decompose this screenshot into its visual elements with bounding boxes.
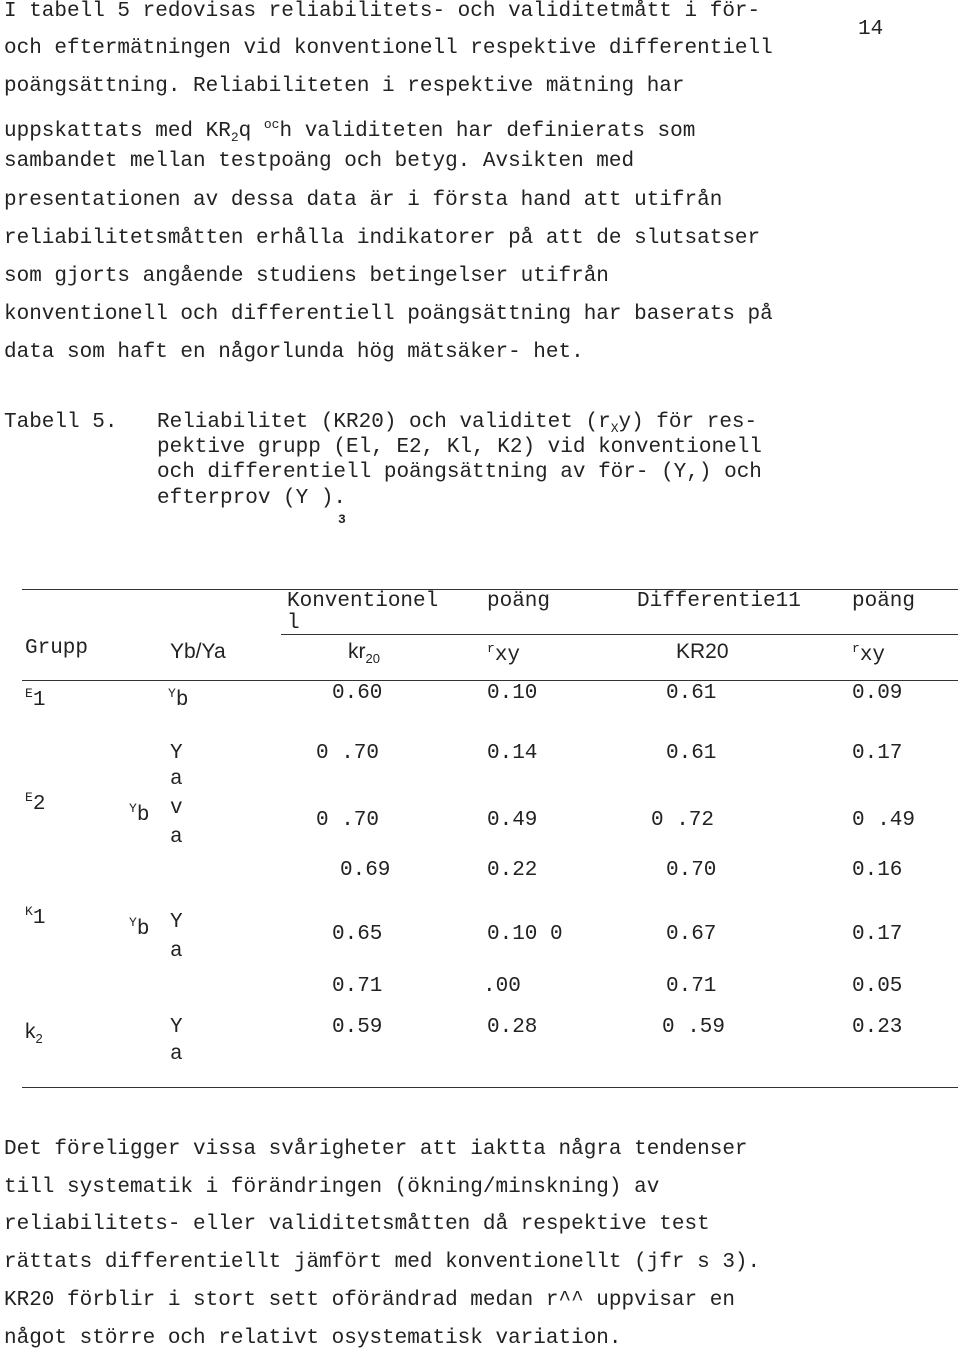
table-head-rule-2 xyxy=(22,680,958,681)
header-rxy-diff xyxy=(852,637,885,668)
group-e1-sup: E xyxy=(25,686,33,701)
k1-Y: Y xyxy=(170,911,183,934)
page-number: 14 xyxy=(858,18,884,41)
intro-line-4-sub: 2 xyxy=(230,130,239,146)
e2-a-2: a xyxy=(170,826,183,849)
r2-KR20-diff: 0 .72 xyxy=(651,809,715,832)
header-conventional: Konventionel xyxy=(287,590,439,613)
group-e1-text: 1 xyxy=(32,689,46,712)
r1-kr20: 0 .70 xyxy=(316,742,380,765)
caption-line-4: efterprov (Y ). xyxy=(157,487,347,510)
group-e2-text: 2 xyxy=(32,793,46,816)
intro-line-6: presentationen av dessa data är i första hand att utifrån xyxy=(4,189,723,212)
group-k1-text: 1 xyxy=(32,907,46,930)
e2-yb xyxy=(129,797,149,828)
header-differential-poang: poäng xyxy=(852,590,916,613)
e2-yb-text: b xyxy=(136,804,150,827)
e1-rxy-diff: 0.09 xyxy=(852,682,903,705)
e2-v: v xyxy=(170,797,183,820)
e2-a-1: a xyxy=(170,768,183,791)
k2-a: a xyxy=(170,1043,183,1066)
caption-line-2: pektive grupp (El, E2, Kl, K2) vid konventionell xyxy=(157,436,762,459)
r6-rxy-diff: 0.23 xyxy=(852,1016,903,1039)
group-e2-sup: E xyxy=(25,790,33,805)
caption-line-1-text: Reliabilitet (KR20) och validitet (r xyxy=(157,411,611,434)
r6-KR20-diff: 0 .59 xyxy=(662,1016,726,1039)
r3-rxy-diff: 0.16 xyxy=(852,859,903,882)
r2-rxy: 0.49 xyxy=(487,809,538,832)
header-kr20-sub: 20 xyxy=(365,651,380,667)
intro-line-3: poängsättning. Reliabiliteten i respektive mätning har xyxy=(4,75,685,98)
r2-kr20: 0 .70 xyxy=(316,809,380,832)
table-head-rule-1 xyxy=(281,634,958,635)
e2-yb-sup: Y xyxy=(129,801,137,816)
r4-kr20: 0.65 xyxy=(332,923,383,946)
k1-yb-sup: Y xyxy=(129,915,137,930)
intro-line-10: data som haft en någorlunda hög mätsäker- het. xyxy=(4,341,584,364)
e1-rxy: 0.10 xyxy=(487,682,538,705)
intro-line-4-mid: q xyxy=(238,120,264,143)
intro-line-2: och eftermätningen vid konventionell respektive differentiell xyxy=(4,37,773,60)
header-differential: Differentie11 xyxy=(637,590,801,613)
intro-line-1: I tabell 5 redovisas reliabilitets- och validitetmått i för- xyxy=(4,0,761,23)
caption-stray-mark: 3 xyxy=(338,512,346,527)
header-grupp: Grupp xyxy=(25,637,89,660)
r4-rxy: 0.10 0 xyxy=(487,923,563,946)
intro-line-4-sup: oc xyxy=(263,117,280,132)
r5-rxy-diff: 0.05 xyxy=(852,975,903,998)
header-rxy-conv-text: xy xyxy=(494,644,521,667)
e2-Y: Y xyxy=(170,742,183,765)
r6-rxy: 0.28 xyxy=(487,1016,538,1039)
intro-line-4-start: uppskattats med KR xyxy=(4,120,231,143)
e1-KR20-diff: 0.61 xyxy=(666,682,717,705)
caption-label: Tabell 5. xyxy=(4,411,118,434)
intro-line-4 xyxy=(4,113,695,150)
r5-rxy: .00 xyxy=(483,975,521,998)
outro-line-1: Det föreligger vissa svårigheter att iaktta några tendenser xyxy=(4,1138,748,1161)
header-KR20-diff: KR20 xyxy=(676,640,729,663)
k1-a: a xyxy=(170,940,183,963)
group-k2 xyxy=(25,1020,43,1051)
k1-yb xyxy=(129,911,149,942)
caption-line-1-sub: X xyxy=(610,421,619,437)
r5-KR20-diff: 0.71 xyxy=(666,975,717,998)
header-rxy-conv-sup: r xyxy=(487,641,495,656)
r1-rxy-diff: 0.17 xyxy=(852,742,903,765)
header-yb-ya: Yb/Ya xyxy=(170,640,226,663)
outro-line-2: till systematik i förändringen (ökning/minskning) av xyxy=(4,1176,660,1199)
group-k1 xyxy=(25,900,45,931)
header-conventional-l: l xyxy=(287,612,300,635)
group-e2 xyxy=(25,786,45,817)
e1-yb-sup: Y xyxy=(168,686,176,701)
table-bottom-rule xyxy=(22,1087,958,1088)
k2-Y: Y xyxy=(170,1016,183,1039)
r4-KR20-diff: 0.67 xyxy=(666,923,717,946)
outro-line-3: reliabilitets- eller validitetsmåtten då respektive test xyxy=(4,1213,710,1236)
r4-rxy-diff: 0.17 xyxy=(852,923,903,946)
group-k2-text: k xyxy=(25,1020,36,1043)
r5-kr20: 0.71 xyxy=(332,975,383,998)
r2-rxy-diff: 0 .49 xyxy=(852,809,916,832)
header-kr20-text: kr xyxy=(348,640,366,663)
header-rxy-diff-sup: r xyxy=(852,641,860,656)
group-k2-sub: 2 xyxy=(35,1031,43,1047)
header-kr20 xyxy=(348,640,380,671)
intro-line-5: sambandet mellan testpoäng och betyg. Avsikten med xyxy=(4,150,635,173)
group-e1 xyxy=(25,682,45,713)
r1-rxy: 0.14 xyxy=(487,742,538,765)
header-conventional-poang: poäng xyxy=(487,590,551,613)
intro-line-9: konventionell och differentiell poängsättning har baserats på xyxy=(4,303,773,326)
header-rxy-diff-text: xy xyxy=(859,644,886,667)
group-k1-sup: K xyxy=(25,904,33,919)
intro-line-7: reliabilitetsmåtten erhålla indikatorer på att de slutsatser xyxy=(4,227,761,250)
r1-KR20-diff: 0.61 xyxy=(666,742,717,765)
outro-line-4: rättats differentiellt jämfört med konventionellt (jfr s 3). xyxy=(4,1251,761,1274)
r3-rxy: 0.22 xyxy=(487,859,538,882)
r3-kr20: 0.69 xyxy=(340,859,391,882)
e1-kr20: 0.60 xyxy=(332,682,383,705)
caption-line-1-tail: y) för res- xyxy=(618,411,758,434)
outro-line-6: något större och relativt osystematisk variation. xyxy=(4,1327,622,1350)
r6-kr20: 0.59 xyxy=(332,1016,383,1039)
r3-KR20-diff: 0.70 xyxy=(666,859,717,882)
e1-yb xyxy=(168,682,188,713)
intro-line-8: som gjorts angående studiens betingelser utifrån xyxy=(4,265,609,288)
k1-yb-text: b xyxy=(136,918,150,941)
outro-line-5: KR20 förblir i stort sett oförändrad medan r^^ uppvisar en xyxy=(4,1289,735,1312)
caption-line-3: och differentiell poängsättning av för- (Y,) och xyxy=(157,461,762,484)
intro-line-4-rest: h validiteten har definierats som xyxy=(279,120,696,143)
e1-yb-text: b xyxy=(175,689,189,712)
header-rxy-conv xyxy=(487,637,520,668)
